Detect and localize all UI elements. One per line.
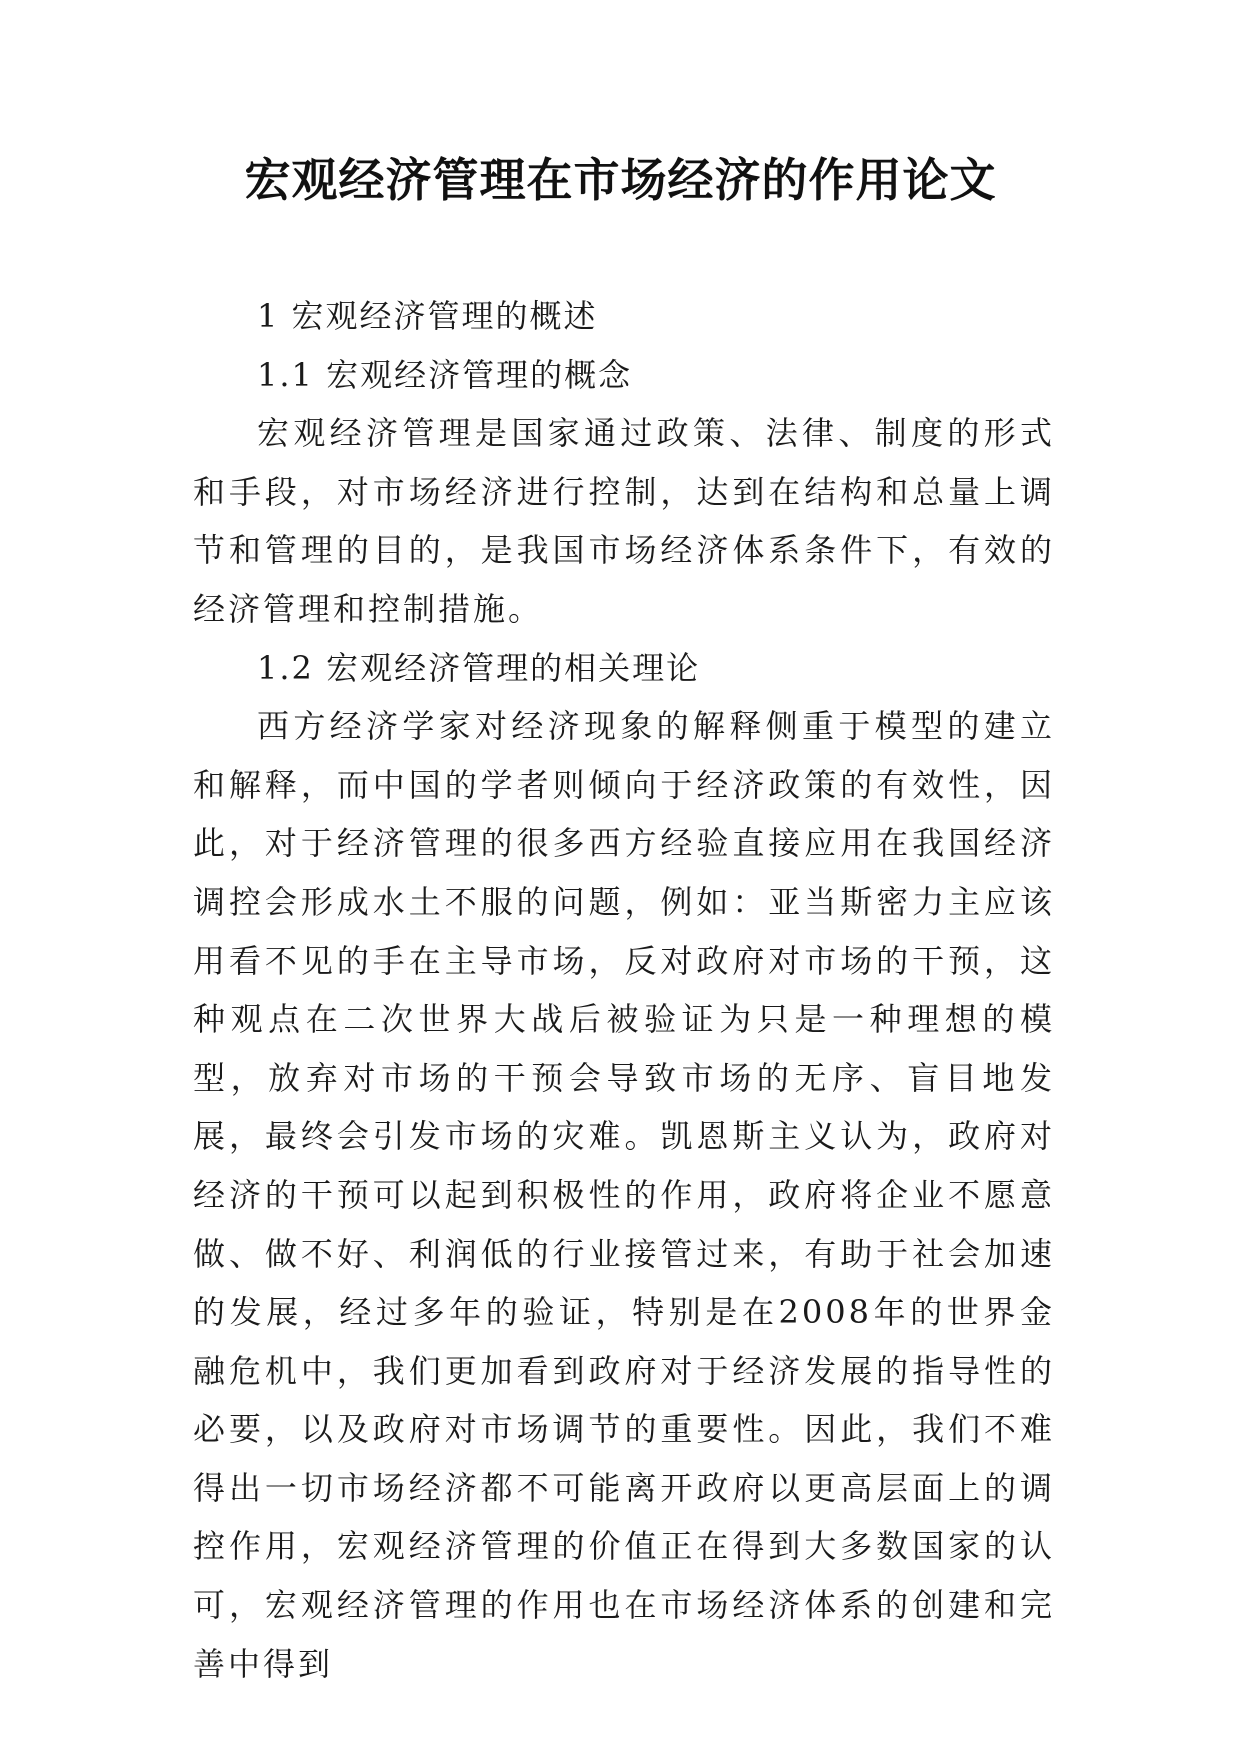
paragraph-theory: 西方经济学家对经济现象的解释侧重于模型的建立和解释，而中国的学者则倾向于经济政策的有效性，因此，对于经济管理的很多西方经验直接应用在我国经济调控会形成水土不服的问题，例如：亚当斯密力主应该用看不见的手在主导市场，反对政府对市场的干预，这种观点在二次世界大战后被验证为只是一种理想的模型，放弃对市场的干预会导致市场的无序、盲目地发展，最终会引发市场的灾难。凯恩斯主义认为，政府对经济的干预可以起到积极性的作用，政府将企业不愿意做、做不好、利润低的行业接管过来，有助于社会加速的发展，经过多年的验证，特别是在2008年的世界金融危机中，我们更加看到政府对于经济发展的指导性的必要，以及政府对市场调节的重要性。因此，我们不难得出一切市场经济都不可能离开政府以更高层面上的调控作用，宏观经济管理的价值正在得到大多数国家的认可，宏观经济管理的作用也在市场经济体系的创建和完善中得到: [193, 707, 1055, 1683]
document-body: [193, 287, 1055, 1693]
subsection-heading-1-1: 1.1 宏观经济管理的概念: [257, 355, 633, 394]
section-heading-1: 1 宏观经济管理的概述: [257, 297, 598, 335]
paragraph-concept: 宏观经济管理是国家通过政策、法律、制度的形式和手段，对市场经济进行控制，达到在结构和总量上调节和管理的目的，是我国市场经济体系条件下，有效的经济管理和控制措施。: [193, 414, 1055, 628]
document-title: 宏观经济管理在市场经济的作用论文: [244, 153, 997, 207]
subsection-heading-1-2: 1.2 宏观经济管理的相关理论: [257, 648, 701, 687]
